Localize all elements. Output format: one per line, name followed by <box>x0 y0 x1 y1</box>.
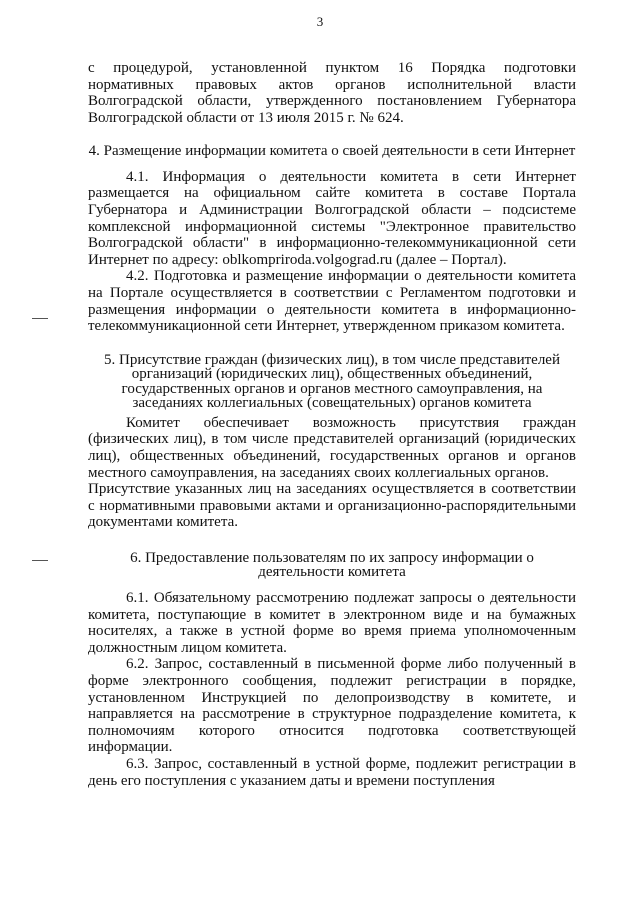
paragraph-5-2: Присутствие указанных лиц на заседаниях осуществляется в соответствии с нормативными правовыми актами и организационно-распорядительными документами комитета. <box>88 481 576 531</box>
paragraph-6-3: 6.3. Запрос, составленный в устной форме, подлежит регистрации в день его поступления с указанием даты и времени поступления <box>88 755 576 789</box>
paragraph-4-1: 4.1. Информация о деятельности комитета в сети Интернет размещается на официальном сайте комитета в составе Портала Губернатора и Администрации Волгоградской области – подсистеме комплексной информационной системы "Электронное правительство Волгоградской области" в информационно-телекоммуникационной сети Интернет по адресу: oblkompriroda.volgograd.ru (далее – Портал). <box>88 168 576 268</box>
paragraph-4-2: 4.2. Подготовка и размещение информации о деятельности комитета на Портале осуществляется в соответствии с Регламентом подготовки и размещения информации о деятельности комитета в информационно-телекоммуникационной сети Интернет, утвержденном приказом комитета. <box>88 268 576 335</box>
section-5-heading: 5. Присутствие граждан (физических лиц), в том числе представителей организаций (юридических лиц), общественных объединений, государственных органов и органов местного самоуправления, на заседаниях коллегиальных (совещательных) органов комитета <box>104 351 560 412</box>
page-number: 3 <box>316 14 324 29</box>
paragraph-6-1: 6.1. Обязательному рассмотрению подлежат запросы о деятельности комитета, поступающие в комитет в электронном виде и на бумажных носителях, а также в устной форме во время приема уполномоченным должностным лицом комитета. <box>88 589 576 656</box>
section-4-heading: 4. Размещение информации комитета о своей деятельности в сети Интернет <box>88 143 576 160</box>
document-body <box>88 60 576 789</box>
intro-paragraph: с процедурой, установленной пунктом 16 Порядка подготовки нормативных правовых актов органов исполнительной власти Волгоградской области, утвержденного постановлением Губернатора Волгоградской области от 13 июля 2015 г. № 624. <box>88 60 576 126</box>
margin-mark <box>32 318 48 319</box>
margin-mark <box>32 560 48 561</box>
paragraph-6-2: 6.2. Запрос, составленный в письменной форме либо полученный в форме электронного сообщения, подлежит регистрации в порядке, установленном Инструкцией по делопроизводству в комитете, и направляется на рассмотрение в структурное подразделение комитета, к полномочиям которого относится подготовка соответствующей информации. <box>88 656 576 756</box>
section-6-heading: 6. Предоставление пользователям по их запросу информации о деятельности комитета <box>130 549 534 581</box>
paragraph-5-1: Комитет обеспечивает возможность присутствия граждан (физических лиц), в том числе представителей организаций (юридических лиц), общественных объединений, государственных органов и органов местного самоуправления, на заседаниях своих коллегиальных органов. <box>88 414 576 481</box>
